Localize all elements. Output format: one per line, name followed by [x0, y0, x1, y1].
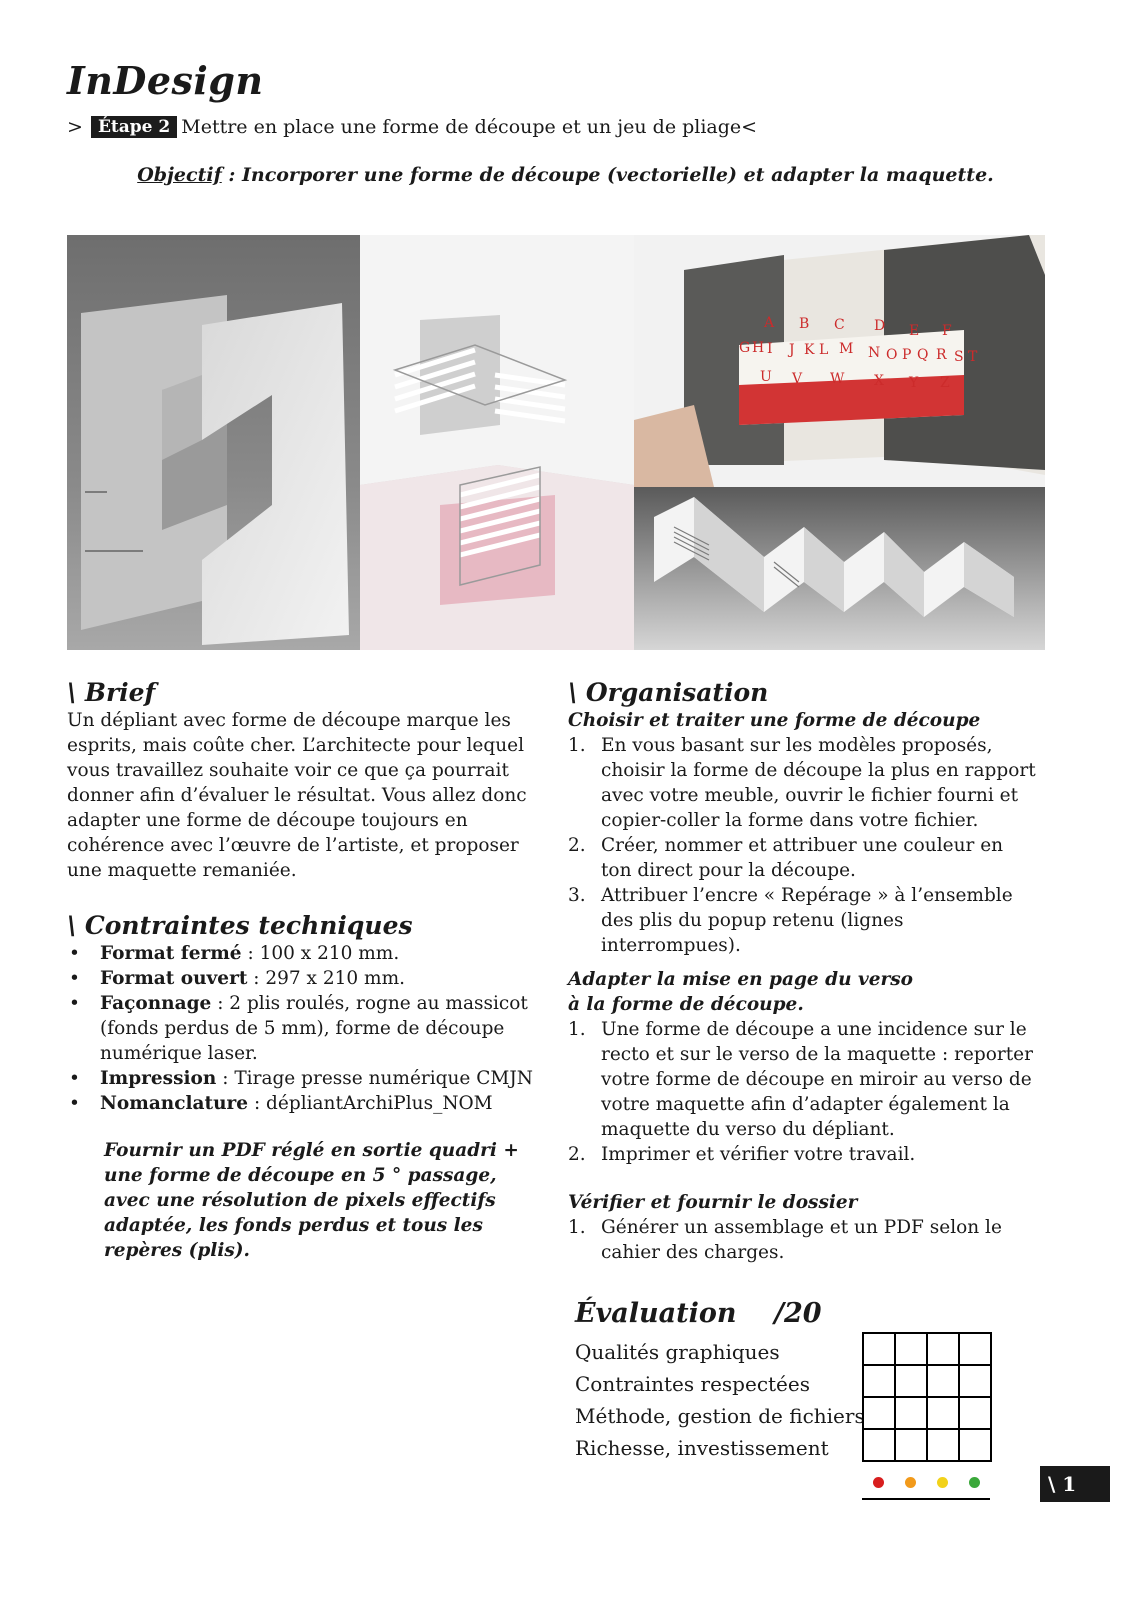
grid-cell[interactable]: [864, 1430, 896, 1462]
numbered-list: [568, 733, 1038, 958]
list-number: 2.: [568, 835, 586, 856]
brief-text: [67, 708, 537, 883]
list-text: Générer un assemblage et un PDF selon le cahier des charges.: [601, 1217, 1002, 1263]
list-item: [568, 883, 1038, 958]
popup-letter: B: [799, 316, 810, 332]
page-title: InDesign: [67, 58, 264, 103]
constraint-value: : 2 plis roulés, rogne au massicot (fonds perdus de 5 mm), forme de découpe numérique laser.: [100, 993, 528, 1064]
grid-cell[interactable]: [928, 1430, 960, 1462]
grid-cell[interactable]: [864, 1334, 896, 1366]
popup-letter: W: [830, 371, 845, 387]
popup-letter: F: [942, 323, 952, 339]
popup-letter: T: [968, 349, 978, 365]
popup-letter: A: [764, 315, 775, 331]
grid-cell[interactable]: [896, 1334, 928, 1366]
popup-letter: X: [874, 373, 884, 389]
brief-heading: \ Brief: [67, 678, 156, 707]
constraint-label: Nomanclature: [100, 1093, 249, 1114]
numbered-list: [568, 1215, 1038, 1265]
step-prefix: >: [67, 116, 83, 138]
constraint-value: : Tirage presse numérique CMJN: [216, 1068, 533, 1089]
constraints-list: [67, 941, 537, 1116]
popup-letter: Q: [917, 347, 929, 363]
grid-cell[interactable]: [896, 1366, 928, 1398]
evaluation-underline: [862, 1498, 990, 1500]
objective-line: [0, 164, 1131, 186]
popup-letter: L: [819, 342, 829, 358]
photo-striped-popup: [360, 235, 634, 650]
rating-dot-red: [873, 1477, 884, 1488]
popup-letter: J: [789, 342, 795, 358]
criterion: Contraintes respectées: [575, 1372, 810, 1396]
list-text: Attribuer l’encre « Repérage » à l’ensemble des plis du popup retenu (lignes interrompues).: [601, 885, 1013, 956]
constraint-label: Format fermé: [100, 943, 242, 964]
popup-letter: G: [739, 340, 751, 356]
constraints-list-container: [67, 941, 537, 1116]
step-text: Mettre en place une forme de découpe et un jeu de pliage<: [181, 116, 758, 138]
constraint-label: Impression: [100, 1068, 217, 1089]
popup-letter: D: [874, 318, 886, 334]
objective-label: Objectif: [137, 164, 222, 186]
evaluation-criteria: [575, 1336, 865, 1464]
deliverable-note: Fournir un PDF réglé en sortie quadri + une forme de découpe en 5 ° passage, avec une résolution de pixels effectifs adaptée, les fonds perdus et tous les repères (plis).: [104, 1140, 519, 1261]
grid-cell[interactable]: [896, 1430, 928, 1462]
section-title: Adapter la mise en page du verso: [568, 969, 913, 990]
list-text: Imprimer et vérifier votre travail.: [601, 1144, 916, 1165]
rating-dot-green: [969, 1477, 980, 1488]
organisation-section-1: [568, 708, 1038, 958]
list-item: [67, 991, 537, 1066]
step-line: [67, 116, 757, 138]
photo-alphabet-popup: [634, 235, 1045, 487]
list-number: 1.: [568, 1217, 586, 1238]
criterion: Méthode, gestion de fichiers: [575, 1404, 865, 1428]
list-item: [568, 733, 1038, 833]
section-title: à la forme de découpe.: [568, 994, 804, 1015]
popup-letter: Z: [940, 375, 950, 391]
grid-cell[interactable]: [960, 1334, 992, 1366]
popup-letter: S: [954, 349, 964, 365]
list-text: En vous basant sur les modèles proposés, choisir la forme de découpe la plus en rapport avec votre meuble, ouvrir le fichier fourni et copier-coller la forme dans votre fichier.: [601, 735, 1036, 831]
constraint-value: : 100 x 210 mm.: [241, 943, 400, 964]
section-title: Vérifier et fournir le dossier: [568, 1192, 858, 1213]
list-item: [67, 966, 537, 991]
popup-letter: E: [909, 323, 920, 339]
list-text: Créer, nommer et attribuer une couleur en ton direct pour la découpe.: [601, 835, 1004, 881]
rating-dot-yellow: [937, 1477, 948, 1488]
list-item: [67, 941, 537, 966]
grid-cell[interactable]: [928, 1334, 960, 1366]
list-item: [67, 1091, 537, 1116]
popup-letter: H: [752, 340, 765, 356]
criterion: Qualités graphiques: [575, 1340, 780, 1364]
evaluation-score: /20: [774, 1298, 822, 1329]
popup-letter: O: [886, 347, 898, 363]
brief-paragraph: Un dépliant avec forme de découpe marque les esprits, mais coûte cher. L’architecte pour lequel vous travaillez souhaite voir ce que ça pourrait donner afin d’évaluer le résultat. Vous allez donc adapter une forme de découpe toujours en cohérence avec l’œuvre de l’artiste, et proposer une maquette remaniée.: [67, 710, 527, 881]
grid-cell[interactable]: [960, 1398, 992, 1430]
numbered-list: [568, 1017, 1038, 1167]
popup-letter: K: [804, 342, 815, 358]
constraints-heading: \ Contraintes techniques: [67, 911, 413, 940]
grid-cell[interactable]: [928, 1398, 960, 1430]
popup-letter: V: [792, 371, 803, 387]
photo-grey-fold: [67, 235, 360, 650]
constraint-value: : 297 x 210 mm.: [247, 968, 406, 989]
constraint-label: Façonnage: [100, 993, 212, 1014]
list-number: 1.: [568, 1019, 586, 1040]
organisation-section-2: [568, 967, 1038, 1167]
page-number: \ 1: [1040, 1466, 1110, 1502]
step-badge: Étape 2: [91, 116, 177, 138]
popup-letter: I: [767, 341, 773, 357]
grid-cell[interactable]: [896, 1398, 928, 1430]
evaluation-grid: [862, 1332, 992, 1462]
popup-letter: C: [834, 317, 845, 333]
grid-cell[interactable]: [960, 1430, 992, 1462]
grid-cell[interactable]: [864, 1398, 896, 1430]
list-number: 3.: [568, 885, 586, 906]
popup-letter: N: [868, 345, 881, 361]
constraint-value: : dépliantArchiPlus_NOM: [248, 1093, 493, 1114]
grid-cell[interactable]: [864, 1366, 896, 1398]
list-item: [67, 1066, 537, 1091]
list-text: Une forme de découpe a une incidence sur le recto et sur le verso de la maquette : reporter votre forme de découpe en miroir au verso de votre maquette afin d’adapter également la maquette du verso du dépliant.: [601, 1019, 1033, 1140]
organisation-heading: \ Organisation: [568, 678, 769, 707]
list-number: 2.: [568, 1144, 586, 1165]
list-item: [568, 1142, 1038, 1167]
list-item: [568, 1215, 1038, 1265]
popup-letter: Y: [909, 375, 919, 391]
popup-letter: U: [760, 369, 772, 385]
grid-cell[interactable]: [960, 1366, 992, 1398]
rating-dot-orange: [905, 1477, 916, 1488]
list-number: 1.: [568, 735, 586, 756]
photo-zigzag-leaflet: [634, 487, 1045, 650]
constraint-label: Format ouvert: [100, 968, 248, 989]
criterion: Richesse, investissement: [575, 1436, 829, 1460]
objective-text: : Incorporer une forme de découpe (vectorielle) et adapter la maquette.: [221, 164, 994, 186]
list-item: [568, 1017, 1038, 1142]
organisation-section-3: [568, 1190, 1038, 1265]
popup-letter: M: [839, 341, 854, 357]
grid-cell[interactable]: [928, 1366, 960, 1398]
popup-letter: P: [902, 347, 912, 363]
evaluation-heading: [575, 1298, 822, 1329]
popup-letter: R: [936, 347, 947, 363]
section-title: Choisir et traiter une forme de découpe: [568, 710, 981, 731]
evaluation-title: Évaluation: [575, 1298, 737, 1329]
list-item: [568, 833, 1038, 883]
